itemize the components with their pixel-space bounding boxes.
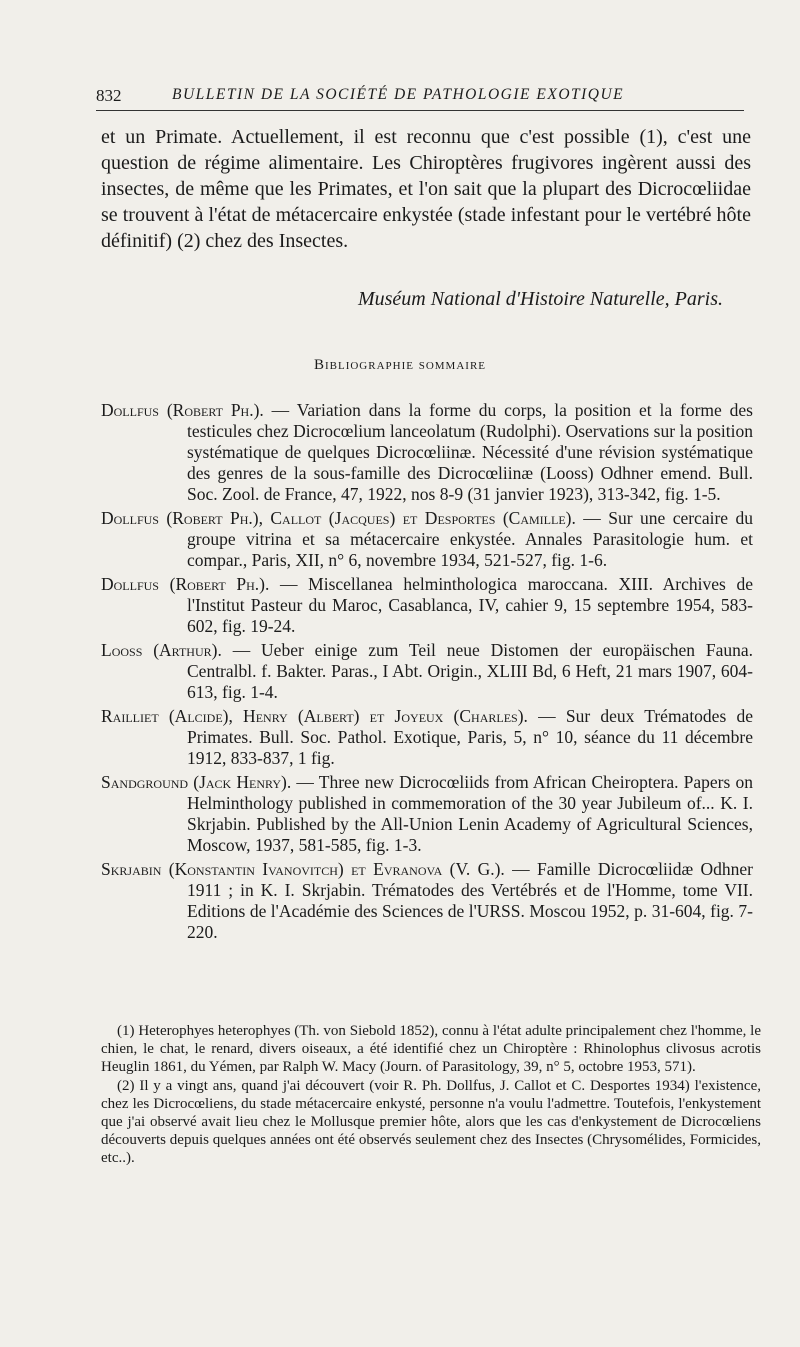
page-number: 832 [96, 86, 122, 105]
body-paragraph: et un Primate. Actuellement, il est reconnu que c'est possible (1), c'est une question de régime alimentaire. Les Chiroptères frugivores ingèrent aussi des insectes, de même que les Primates, et l'on sait que la plupart des Dicrocœliidae se trouvent à l'état de métacercaire enkystée (stade infestant pour le vertébré hôte définitif) (2) chez des Insectes. [101, 126, 751, 252]
affiliation: Muséum National d'Histoire Naturelle, Paris. [357, 288, 723, 310]
reference-item [101, 400, 753, 505]
reference-item [101, 640, 753, 703]
reference-author: Dollfus (Robert Ph.). [101, 400, 264, 420]
reference-text: — Ueber einige zum Teil neue Distomen der europäischen Fauna. Centralbl. f. Bakter. Paras., I Abt. Origin., XLIII Bd, 6 Heft, 21 mars 1907, 604-613, fig. 1-4. [187, 640, 753, 702]
reference-item [101, 574, 753, 637]
footnote-mark: (2) [117, 1078, 135, 1094]
footnote-text: Heterophyes heterophyes (Th. von Siebold 1852), connu à l'état adulte principalement chez l'homme, le chien, le chat, le renard, divers oiseaux, a été identifié chez un Chiroptère : Rhinolophus clivosus acrotis Heuglin 1861, du Yémen, par Ralph W. Macy (Journ. of Parasitology, 39, n° 5, octobre 1953, 571). [101, 1023, 761, 1075]
reference-author: Dollfus (Robert Ph.). [101, 574, 270, 594]
bibliography-title: Bibliographie sommaire [313, 357, 487, 373]
page-header [96, 84, 744, 112]
footnote [101, 1022, 761, 1076]
reference-author: Skrjabin (Konstantin Ivanovitch) et Evranova (V. G.). [101, 859, 505, 879]
reference-item [101, 772, 753, 856]
reference-author: Railliet (Alcide), Henry (Albert) et Joyeux (Charles). [101, 706, 528, 726]
reference-item [101, 706, 753, 769]
body-text [101, 124, 751, 254]
footnote [101, 1077, 761, 1167]
running-title: BULLETIN DE LA SOCIÉTÉ DE PATHOLOGIE EXOTIQUE [172, 86, 625, 103]
footnote-mark: (1) [117, 1023, 135, 1039]
reference-text: — Sur deux Trématodes de Primates. Bull. Soc. Pathol. Exotique, Paris, 5, n° 10, séance du 11 décembre 1912, 833-837, 1 fig. [187, 706, 753, 768]
reference-text: — Three new Dicrocœliids from African Cheiroptera. Papers on Helminthology published in commemoration of the 30 year Jubileum of... K. I. Skrjabin. Published by the All-Union Lenin Academy of Agricultural Sciences, Moscow, 1937, 581-585, fig. 1-3. [187, 772, 753, 855]
reference-author: Dollfus (Robert Ph.), Callot (Jacques) et Desportes (Camille). [101, 508, 576, 528]
reference-text: — Variation dans la forme du corps, la position et la forme des testicules chez Dicrocœlium lanceolatum (Rudolphi). Oservations sur la position systématique de quelques Dicrocœliinæ. Nécessité d'une révision systématique des genres de la sous-famille des Dicrocœliinæ (Looss) Odhner emend. Bull. Soc. Zool. de France, 47, 1922, nos 8-9 (31 janvier 1923), 313-342, fig. 1-5. [187, 400, 753, 504]
reference-author: Looss (Arthur). [101, 640, 222, 660]
footnotes [101, 1022, 761, 1168]
reference-author: Sandground (Jack Henry). [101, 772, 292, 792]
reference-item [101, 508, 753, 571]
reference-text: — Miscellanea helminthologica maroccana. XIII. Archives de l'Institut Pasteur du Maroc, Casablanca, IV, cahier 9, 15 septembre 1954, 583-602, fig. 19-24. [187, 574, 753, 636]
header-rule [96, 110, 744, 111]
reference-text: — Famille Dicrocœliidæ Odhner 1911 ; in K. I. Skrjabin. Trématodes des Vertébrés et de l'Homme, tome VII. Editions de l'Académie des Sciences de l'URSS. Moscou 1952, p. 31-604, fig. 7-220. [187, 859, 753, 942]
reference-item [101, 859, 753, 943]
reference-text: — Sur une cercaire du groupe vitrina et sa métacercaire enkystée. Annales Parasitologie hum. et compar., Paris, XII, n° 6, novembre 1934, 521-527, fig. 1-6. [187, 508, 753, 570]
bibliography-list [101, 400, 753, 946]
footnote-text: Il y a vingt ans, quand j'ai découvert (voir R. Ph. Dollfus, J. Callot et C. Desportes 1934) l'existence, chez les Dicrocœliens, du stade métacercaire enkysté, personne n'a voulu l'admettre. Toutefois, l'enkystement que j'ai observé avait lieu chez le Mollusque premier hôte, alors que les cas d'enkystement de Dicrocœliens découverts depuis quelques années ont été observés seulement chez des Insectes (Chrysomélides, Formicides, etc..). [101, 1078, 761, 1166]
